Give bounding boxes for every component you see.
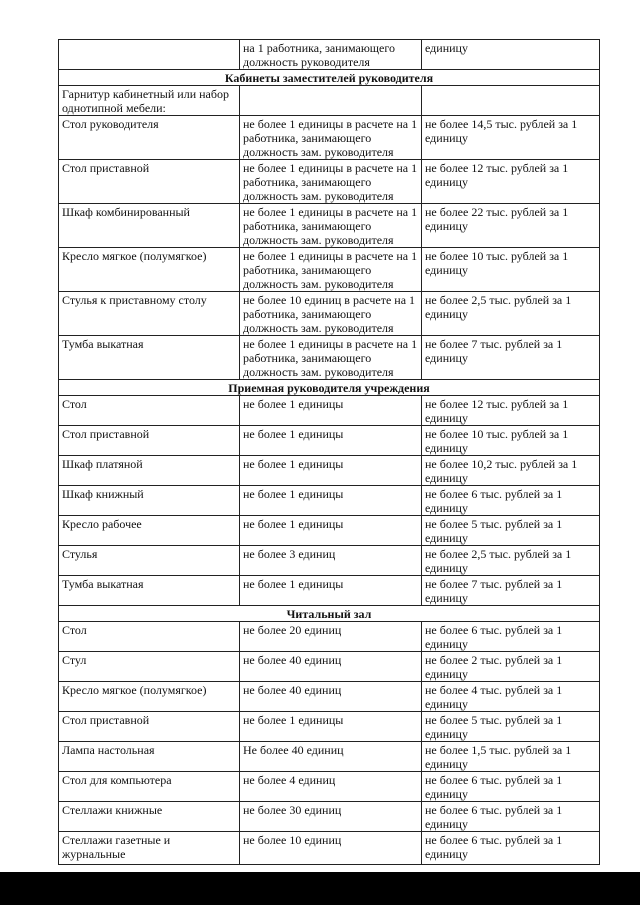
price-cell	[422, 86, 600, 116]
price-cell: не более 22 тыс. рублей за 1 единицу	[422, 204, 600, 248]
item-cell: Шкаф книжный	[59, 486, 240, 516]
quantity-cell: не более 1 единицы	[240, 486, 422, 516]
table-row	[59, 396, 600, 426]
price-cell: не более 12 тыс. рублей за 1 единицу	[422, 396, 600, 426]
table-row	[59, 622, 600, 652]
item-cell: Стол для компьютера	[59, 772, 240, 802]
table-row	[59, 336, 600, 380]
item-cell: Шкаф платяной	[59, 456, 240, 486]
quantity-cell: не более 1 единицы в расчете на 1 работника, занимающего должность зам. руководителя	[240, 248, 422, 292]
quantity-cell: не более 10 единиц в расчете на 1 работника, занимающего должность зам. руководителя	[240, 292, 422, 336]
price-cell: не более 1,5 тыс. рублей за 1 единицу	[422, 742, 600, 772]
item-cell: Тумба выкатная	[59, 576, 240, 606]
price-cell: не более 5 тыс. рублей за 1 единицу	[422, 516, 600, 546]
item-cell: Кресло рабочее	[59, 516, 240, 546]
quantity-cell: не более 1 единицы	[240, 516, 422, 546]
item-cell: Стол приставной	[59, 160, 240, 204]
section-header-row	[59, 606, 600, 622]
section-header-row	[59, 380, 600, 396]
section-title: Читальный зал	[59, 606, 600, 622]
section-header-row	[59, 70, 600, 86]
quantity-cell: не более 40 единиц	[240, 682, 422, 712]
quantity-cell: не более 4 единиц	[240, 772, 422, 802]
quantity-cell: не более 20 единиц	[240, 622, 422, 652]
table-row	[59, 516, 600, 546]
section-title: Кабинеты заместителей руководителя	[59, 70, 600, 86]
item-cell: Стол приставной	[59, 712, 240, 742]
table-row	[59, 204, 600, 248]
section-title: Приемная руководителя учреждения	[59, 380, 600, 396]
quantity-cell: не более 1 единицы	[240, 712, 422, 742]
quantity-cell: Не более 40 единиц	[240, 742, 422, 772]
table-row	[59, 712, 600, 742]
price-cell: не более 12 тыс. рублей за 1 единицу	[422, 160, 600, 204]
quantity-cell: не более 1 единицы в расчете на 1 работника, занимающего должность зам. руководителя	[240, 160, 422, 204]
table-row	[59, 832, 600, 865]
item-cell: Стулья к приставному столу	[59, 292, 240, 336]
item-cell: Лампа настольная	[59, 742, 240, 772]
item-cell: Стеллажи газетные и журнальные	[59, 832, 240, 865]
table-row	[59, 40, 600, 70]
table-row	[59, 742, 600, 772]
item-cell: Шкаф комбинированный	[59, 204, 240, 248]
item-cell	[59, 40, 240, 70]
price-cell: не более 10 тыс. рублей за 1 единицу	[422, 248, 600, 292]
item-cell: Тумба выкатная	[59, 336, 240, 380]
item-cell: Кресло мягкое (полумягкое)	[59, 248, 240, 292]
quantity-cell: не более 1 единицы	[240, 576, 422, 606]
quantity-cell	[240, 86, 422, 116]
quantity-cell: не более 3 единиц	[240, 546, 422, 576]
table-row	[59, 682, 600, 712]
furniture-norms-table	[58, 39, 600, 865]
table-row	[59, 292, 600, 336]
quantity-cell: не более 1 единицы в расчете на 1 работника, занимающего должность зам. руководителя	[240, 116, 422, 160]
item-cell: Стулья	[59, 546, 240, 576]
price-cell: не более 2,5 тыс. рублей за 1 единицу	[422, 292, 600, 336]
price-cell: не более 6 тыс. рублей за 1 единицу	[422, 622, 600, 652]
table-row	[59, 456, 600, 486]
table-row	[59, 772, 600, 802]
price-cell: не более 10 тыс. рублей за 1 единицу	[422, 426, 600, 456]
item-cell: Стол руководителя	[59, 116, 240, 160]
item-cell: Гарнитур кабинетный или набор однотипной мебели:	[59, 86, 240, 116]
table-row	[59, 116, 600, 160]
price-cell: не более 10,2 тыс. рублей за 1 единицу	[422, 456, 600, 486]
table-row	[59, 546, 600, 576]
quantity-cell: не более 1 единицы	[240, 396, 422, 426]
item-cell: Стеллажи книжные	[59, 802, 240, 832]
table-row	[59, 652, 600, 682]
price-cell: не более 2,5 тыс. рублей за 1 единицу	[422, 546, 600, 576]
quantity-cell: не более 10 единиц	[240, 832, 422, 865]
price-cell: не более 14,5 тыс. рублей за 1 единицу	[422, 116, 600, 160]
price-cell: не более 6 тыс. рублей за 1 единицу	[422, 772, 600, 802]
quantity-cell: не более 1 единицы в расчете на 1 работника, занимающего должность зам. руководителя	[240, 204, 422, 248]
price-cell: не более 4 тыс. рублей за 1 единицу	[422, 682, 600, 712]
item-cell: Стол	[59, 622, 240, 652]
quantity-cell: не более 1 единицы в расчете на 1 работника, занимающего должность зам. руководителя	[240, 336, 422, 380]
quantity-cell: не более 1 единицы	[240, 426, 422, 456]
price-cell: не более 5 тыс. рублей за 1 единицу	[422, 712, 600, 742]
price-cell: не более 6 тыс. рублей за 1 единицу	[422, 486, 600, 516]
quantity-cell: не более 40 единиц	[240, 652, 422, 682]
price-cell: не более 6 тыс. рублей за 1 единицу	[422, 802, 600, 832]
item-cell: Кресло мягкое (полумягкое)	[59, 682, 240, 712]
scan-border	[0, 872, 640, 905]
item-cell: Стол приставной	[59, 426, 240, 456]
price-cell: не более 6 тыс. рублей за 1 единицу	[422, 832, 600, 865]
table-row	[59, 486, 600, 516]
quantity-cell: не более 30 единиц	[240, 802, 422, 832]
price-cell: не более 2 тыс. рублей за 1 единицу	[422, 652, 600, 682]
table-row	[59, 426, 600, 456]
quantity-cell: не более 1 единицы	[240, 456, 422, 486]
price-cell: единицу	[422, 40, 600, 70]
item-cell: Стол	[59, 396, 240, 426]
quantity-cell: на 1 работника, занимающего должность руководителя	[240, 40, 422, 70]
table-row	[59, 160, 600, 204]
table-row	[59, 86, 600, 116]
price-cell: не более 7 тыс. рублей за 1 единицу	[422, 336, 600, 380]
item-cell: Стул	[59, 652, 240, 682]
price-cell: не более 7 тыс. рублей за 1 единицу	[422, 576, 600, 606]
table-row	[59, 248, 600, 292]
table-row	[59, 802, 600, 832]
table-row	[59, 576, 600, 606]
